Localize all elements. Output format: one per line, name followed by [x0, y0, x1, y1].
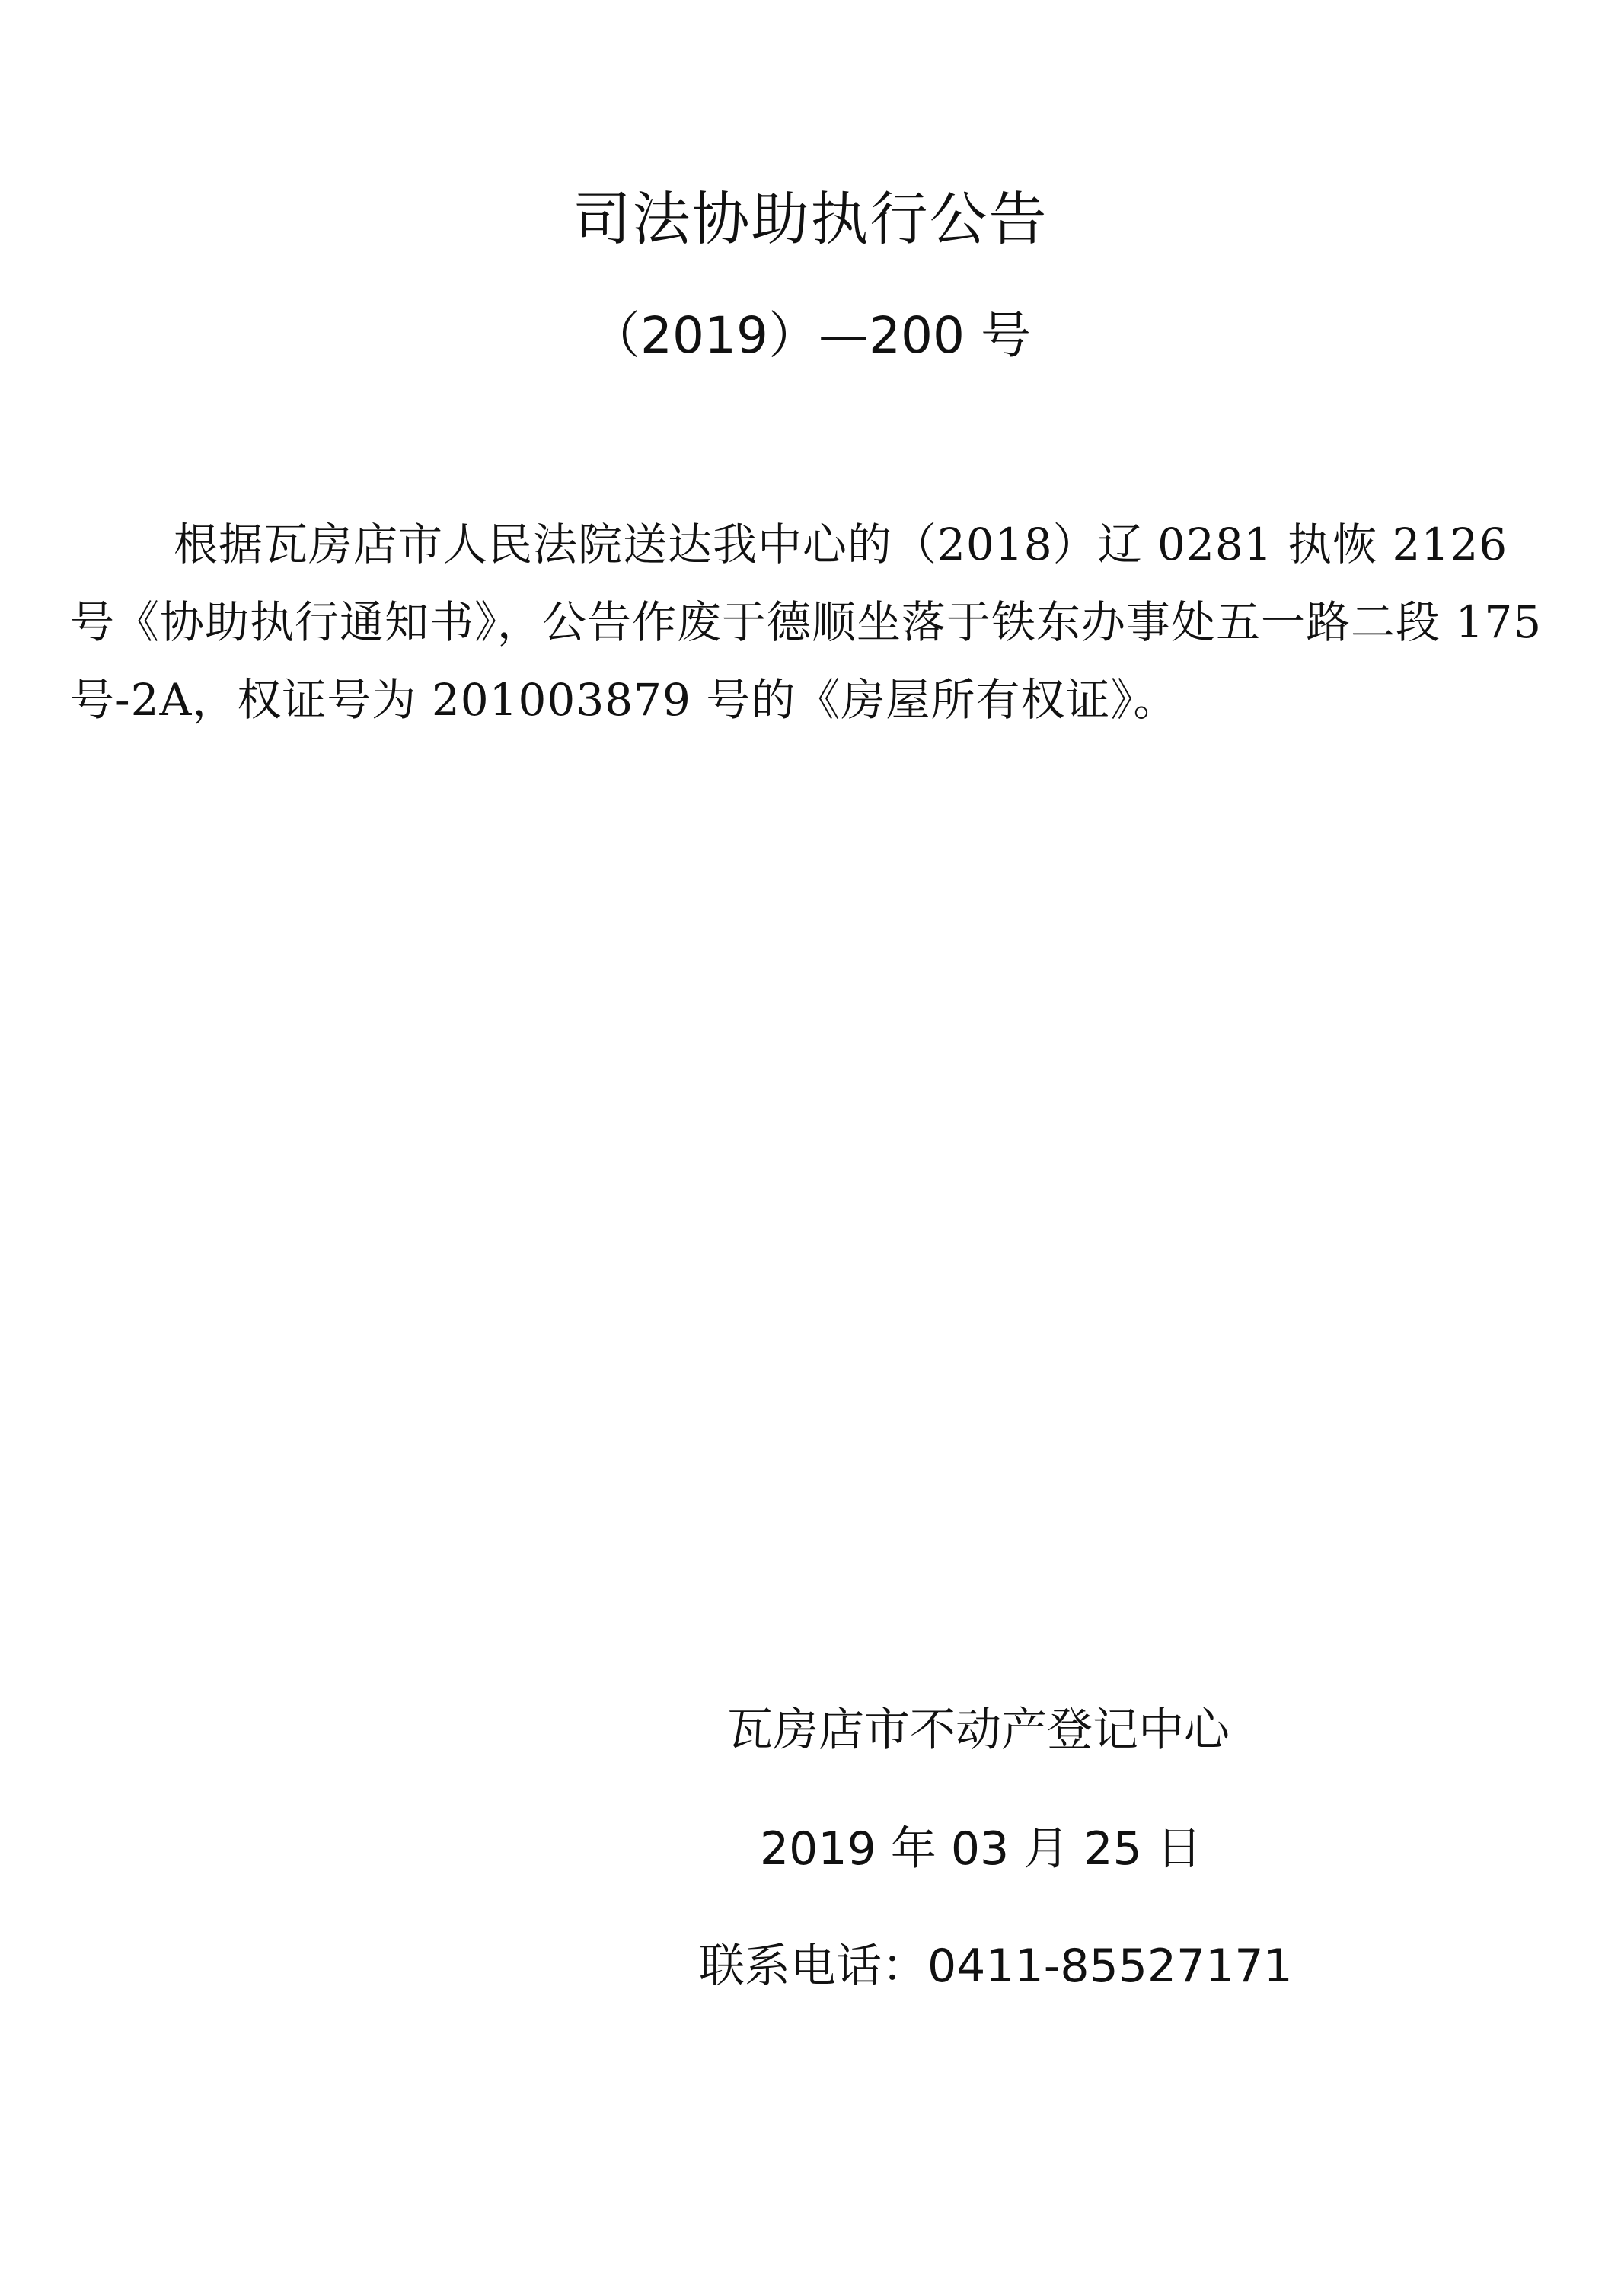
contact-phone: 联系电话：0411-85527171 — [699, 1940, 1293, 1993]
document-title: 司法协助执行公告 — [573, 185, 1048, 253]
announcement-body: 根据瓦房店市人民法院送达我中心的（2018）辽 0281 执恢 2126 号《协助执行通知书》，公告作废于德顺坐落于铁东办事处五一路二段 175 号-2A，权证号为 201003879 号的《房屋所有权证》。 — [70, 519, 1543, 726]
issue-date: 2019 年 03 月 25 日 — [760, 1822, 1202, 1876]
document-number: （2019）—200 号 — [590, 306, 1031, 365]
issuing-authority: 瓦房店市不动产登记中心 — [727, 1704, 1230, 1757]
